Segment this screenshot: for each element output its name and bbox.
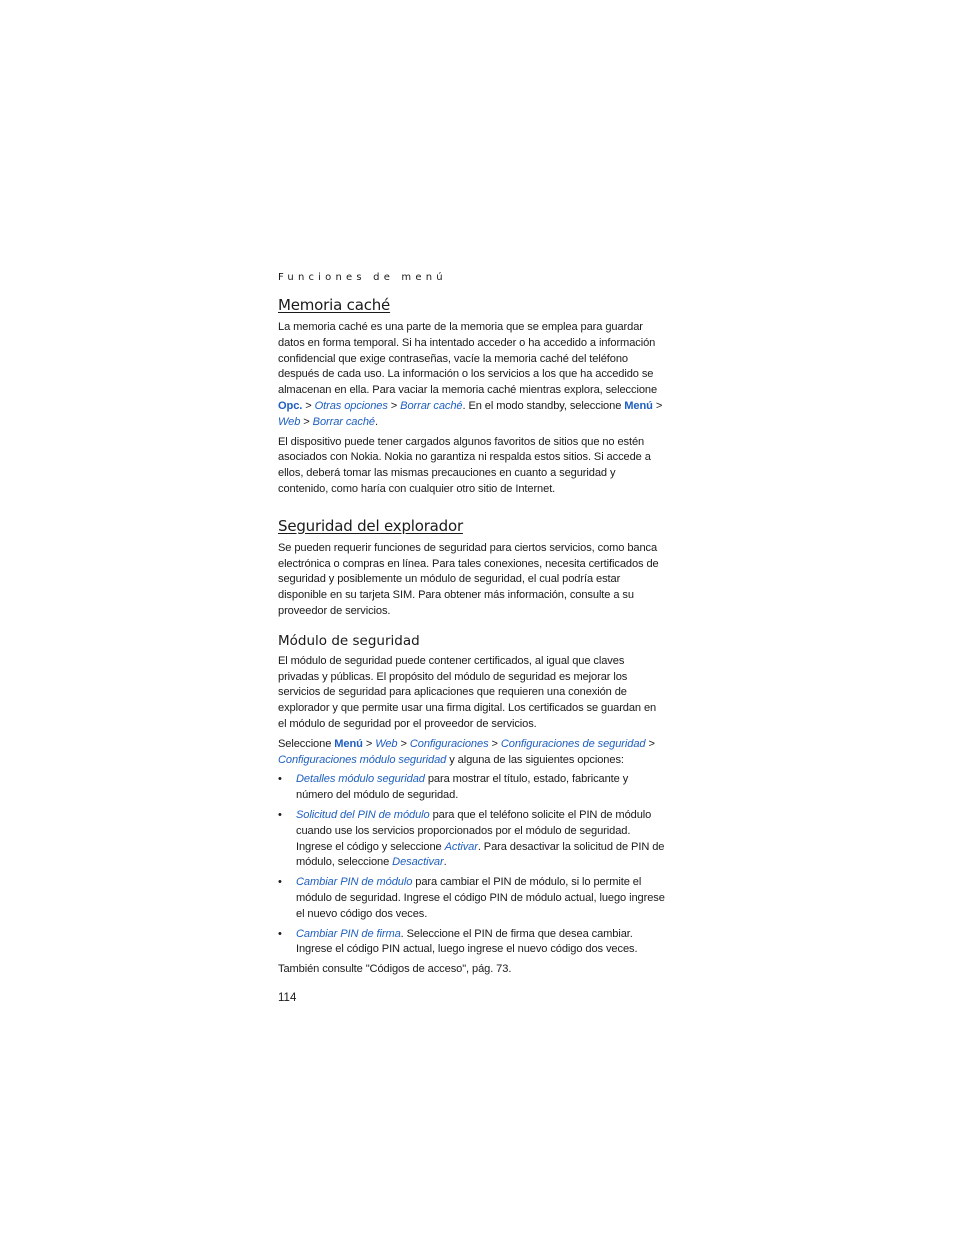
bullet-icon: • — [278, 808, 282, 821]
desactivar-link[interactable]: Desactivar — [392, 856, 444, 869]
modulo-select-path: Seleccione Menú > Web > Configuraciones > Configuraciones de seguridad > Configuraciones módulo seguridad y alguna de las siguientes opciones: — [278, 737, 655, 766]
menu-link[interactable]: Menú — [624, 399, 653, 412]
otras-opciones-link[interactable]: Otras opciones — [314, 399, 388, 412]
list-item: • Cambiar PIN de firma. Seleccione el PIN de firma que desea cambiar. Ingrese el código PIN actual, luego ingrese el nuevo código dos veces. — [278, 927, 638, 956]
bullet-icon: • — [278, 927, 282, 940]
page-number: 114 — [278, 991, 297, 1004]
configuraciones-modulo-seguridad-link[interactable]: Configuraciones módulo seguridad — [278, 753, 447, 766]
web-link[interactable]: Web — [278, 415, 301, 428]
list-item: • Detalles módulo seguridad para mostrar el título, estado, fabricante y número del módulo de seguridad. — [278, 773, 629, 802]
borrar-cache-link[interactable]: Borrar caché — [400, 399, 463, 412]
list-item: • Solicitud del PIN de módulo para que el teléfono solicite el PIN de módulo cuando use los servicios proporcionados por el módulo de seguridad. Ingrese el código y seleccione Activar. Para desactivar la solicitud de PIN de módulo, seleccione Desactivar. — [278, 808, 665, 869]
seguridad-paragraph-1: Se pueden requerir funciones de seguridad para ciertos servicios, como banca electrónica o compras en línea. Para tales conexiones, necesita certificados de seguridad y posiblemente un módulo de seguridad, el cual podría estar disponible en su tarjeta SIM. Para obtener más información, consulte a su proveedor de servicios. — [278, 541, 659, 617]
modulo-paragraph-1: El módulo de seguridad puede contener certificados, al igual que claves privadas y públicas. El propósito del módulo de seguridad es mejorar los servicios de seguridad para aplicaciones que requieren una conexión de explorador y que permite usar una firma digital. Los certificados se guardan en el módulo de seguridad por el proveedor de servicios. — [278, 654, 657, 730]
configuraciones-seguridad-link[interactable]: Configuraciones de seguridad — [500, 737, 646, 750]
bullet-icon: • — [278, 876, 282, 889]
running-header: Funciones de menú — [278, 272, 447, 283]
list-item: • Cambiar PIN de módulo para cambiar el PIN de módulo, si lo permite el módulo de seguridad. Ingrese el código PIN de módulo actual, luego ingrese el nuevo código dos veces. — [278, 876, 665, 920]
memoria-paragraph-1: La memoria caché es una parte de la memoria que se emplea para guardar datos en forma temporal. Si ha intentado acceder o ha accedido a información confidencial que exige contraseñas, vacíe la memoria caché del teléfono después de cada uso. La información o los servicios a los que ha accedido se almacenan en ella. Para vaciar la memoria caché mientras explora, seleccione Opc. > Otras opciones > Borrar caché. En el modo standby, seleccione Menú > Web > Borrar caché. — [278, 321, 663, 428]
document-page — [278, 272, 666, 1004]
options-list — [278, 772, 666, 958]
detalles-modulo-link[interactable]: Detalles módulo seguridad — [296, 773, 425, 786]
opc-link[interactable]: Opc. — [278, 399, 303, 412]
solicitud-pin-link[interactable]: Solicitud del PIN de módulo — [296, 808, 430, 821]
bullet-icon: • — [278, 773, 282, 786]
memoria-paragraph-2: El dispositivo puede tener cargados algunos favoritos de sitios que no estén asociados con Nokia. Nokia no garantiza ni respalda estos sitios. Si accede a ellos, deberá tomar las mismas precauciones en cuanto a seguridad y contenido, como haría con cualquier otro sitio de Internet. — [278, 435, 651, 495]
configuraciones-link[interactable]: Configuraciones — [409, 737, 489, 750]
cambiar-pin-modulo-link[interactable]: Cambiar PIN de módulo — [296, 876, 413, 889]
activar-link[interactable]: Activar — [444, 840, 478, 853]
see-also-note: También consulte "Códigos de acceso", pág. 73. — [278, 963, 512, 976]
borrar-cache-link-2[interactable]: Borrar caché — [312, 415, 375, 428]
section-title-seguridad-explorador: Seguridad del explorador — [278, 516, 463, 535]
cambiar-pin-firma-link[interactable]: Cambiar PIN de firma — [296, 927, 401, 940]
web-link-2[interactable]: Web — [375, 737, 398, 750]
menu-link-2[interactable]: Menú — [334, 737, 363, 750]
section-title-memoria-cache: Memoria caché — [278, 296, 391, 314]
subsection-title-modulo-seguridad: Módulo de seguridad — [278, 632, 420, 649]
